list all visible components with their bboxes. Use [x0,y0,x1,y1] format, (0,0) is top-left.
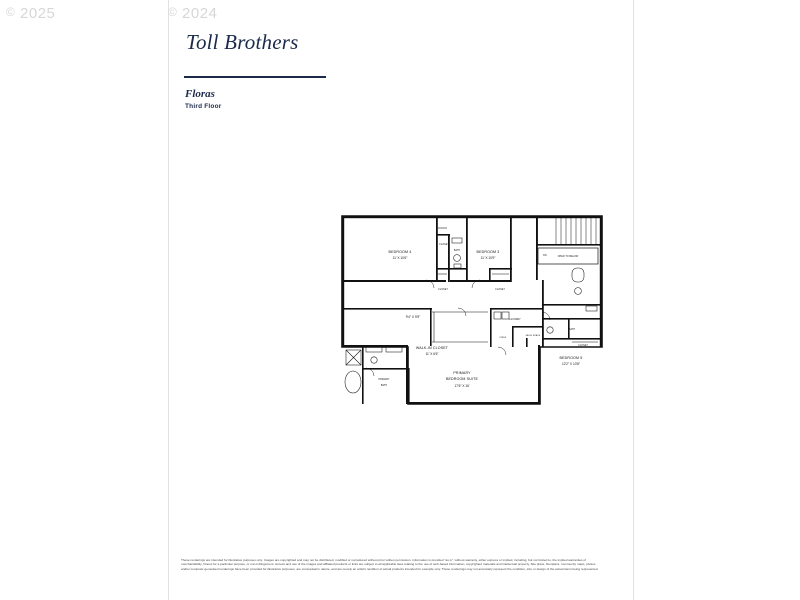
room-dim-bedroom-5: 12'2" X 10'8" [561,362,581,366]
label-bath-right: BATH [568,329,576,331]
label-closet-mid-right: CLOSET [495,289,505,291]
label-bath-upper: BATH [453,250,461,252]
room-label-walk-in-closet: WALK-IN CLOSET [415,346,449,350]
room-dim-bedroom-3: 11' X 10'9" [480,256,496,260]
plan-title: Floras [185,88,215,100]
copyright-symbol-left: © [6,5,16,19]
floor-plan-drawing [340,208,604,408]
watermark-center [168,5,217,22]
label-open-to-below: OPEN TO BELOW [557,256,579,258]
label-mech-space: MECH SPACE [525,335,541,337]
room-label-bedroom-4: BEDROOM 4 [388,250,412,254]
room-label-bedroom-3: BEDROOM 3 [476,250,500,254]
label-primary-bath-line1: PRIMARY [378,379,390,381]
room-dim-primary-bedroom: 17'6" X 16' [454,384,470,388]
label-pwdr: PWDR [499,337,507,339]
room-label-primary-bedroom-line2: BEDROOM SUITE [445,377,479,381]
label-dn: DN [543,255,547,257]
watermark-left [6,5,55,22]
label-closet-top-left: CLOSET [439,244,449,246]
room-label-bedroom-5: BEDROOM 5 [559,356,583,360]
room-dim-bedroom-4: 11' X 10'6" [392,256,408,260]
label-laundry: LAUNDRY [509,319,521,321]
brand-logo: Toll Brothers [186,30,299,54]
legal-disclaimer: These renderings are intended for illustrative purposes only. Images are copyrighted and may not be distributed, modified or reproduced without prior written permission. Information is provided "as is", without warranty, either express or implied, including, but not limited to, the implied warranties of merchantability, fitness for a particular purpose, or non-infringement. Access and use of the images and affiliated products or links are subject to all applicable laws relating to the use of web-based information, copyrighted materials and intellectual property. Site plans, floorplans, community maps, photos and/or computer-generated renderings have been provided for illustrative purposes, are conceptual in nature, and are merely an artist's rendition of actual products intended for example only. These renderings may not accurately represent the condition, size or design of the actual items being represented. [181,558,599,571]
brand-divider [184,76,326,78]
room-label-primary-bedroom-line1: PRIMARY [453,371,471,375]
label-primary-bath-line2: BATH [380,385,388,387]
label-closet-mid-left: CLOSET [438,289,448,291]
room-dim-walk-in-closet: 11' X 6'6" [425,352,439,356]
watermark-year-left: 2025 [20,5,56,22]
watermark-year-center: 2024 [182,5,218,22]
plan-floor-label: Third Floor [185,103,222,110]
label-closet-right: CLOSET [578,345,588,347]
room-dim-loft: 9'4" X 5'9" [405,315,421,319]
copyright-symbol-center: © [168,5,178,19]
